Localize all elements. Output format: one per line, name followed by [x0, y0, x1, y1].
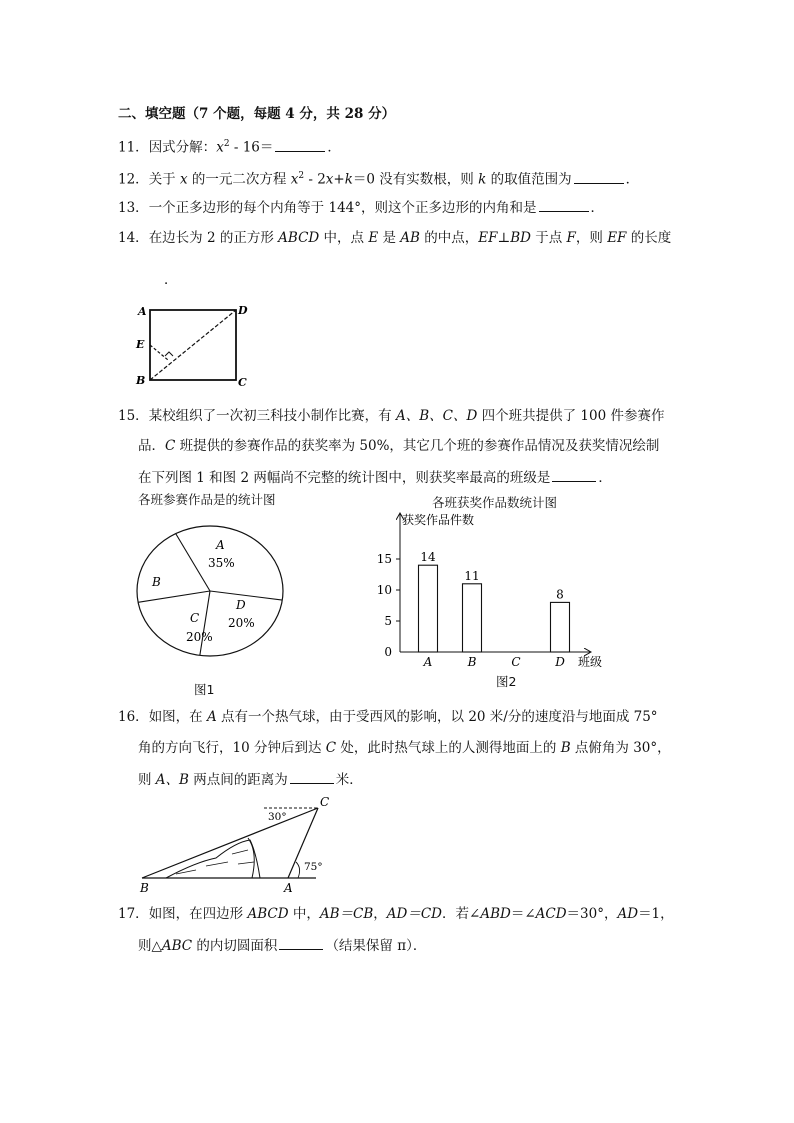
q13-text: 一个正多边形的每个内角等于 144°，则这个正多边形的内角和是: [148, 200, 537, 216]
label-a: A: [284, 881, 293, 895]
q17-number: 17．: [118, 906, 149, 922]
q16-c: C: [325, 740, 337, 756]
bar-value-d: 8: [556, 587, 564, 602]
label-c: C: [238, 376, 247, 389]
pie-label-a: A: [216, 538, 225, 552]
q13-number: 13．: [118, 200, 149, 216]
pie-divider-d: [138, 591, 210, 602]
bar-b: [463, 584, 482, 652]
q16-text-2a: 角的方向飞行，10 分钟后到达: [138, 740, 326, 756]
q16-ab: A、B: [155, 772, 189, 788]
q16-text-2c: 点俯角为 30°，: [570, 740, 671, 756]
angle-arc-b: [248, 838, 254, 878]
q15-number: 15．: [118, 408, 149, 424]
q14-bd: BD: [510, 230, 531, 246]
label-a: A: [138, 305, 147, 318]
q12-var-x2: x: [290, 171, 299, 188]
q16-text-b: 点有一个热气球，由于受西风的影响，以 20 米/分的速度沿与地面成 75°: [216, 709, 658, 725]
q15-c: C: [165, 438, 176, 454]
y-tick-label-10: 10: [376, 583, 392, 597]
q17-text-e: ＝∠: [510, 906, 536, 922]
label-e: E: [136, 338, 145, 351]
q14-e: E: [368, 230, 379, 246]
line-bc: [142, 808, 318, 878]
hill-outline: [166, 840, 260, 878]
pie-chart: [134, 525, 294, 665]
diagonal-bd: [150, 310, 236, 380]
q17-ad: AD: [617, 906, 639, 922]
q11-number: 11．: [118, 139, 149, 156]
q15-text-1b: 四个班共提供了 100 件参赛作: [477, 408, 665, 424]
pie-label-c: C: [190, 611, 200, 625]
question-11: [118, 134, 341, 158]
angle-arc-75: [296, 862, 300, 878]
q17-text-c: ，: [373, 906, 387, 922]
q14-abcd: ABCD: [278, 230, 320, 246]
q11-answer-blank[interactable]: [275, 137, 325, 152]
q12-text-a: 关于: [148, 171, 180, 188]
q11-text: 因式分解：: [148, 139, 217, 156]
q17-abcd: ABCD: [247, 906, 289, 922]
q11-rest: - 16＝: [229, 139, 274, 156]
question-15-line1: [118, 406, 664, 426]
q15-teams: A、B、C、D: [395, 408, 478, 424]
pie-divider-b: [210, 591, 282, 600]
label-b: B: [140, 881, 149, 895]
question-15-line3: [138, 467, 612, 488]
pie-label-d: D: [236, 598, 246, 612]
q13-answer-blank[interactable]: [539, 197, 589, 212]
x-tick-label-c: C: [511, 655, 521, 669]
q12-var-x: x: [179, 171, 188, 188]
q12-answer-blank[interactable]: [574, 169, 624, 184]
q14-number: 14．: [118, 230, 149, 246]
q17-abc: ABC: [161, 938, 193, 954]
fig1-title: 各班参赛作品是的统计图: [138, 492, 276, 507]
q12-end: ．: [625, 171, 640, 188]
q11-var: x: [216, 139, 224, 156]
bar-chart: [368, 508, 618, 678]
q15-text-2b: 班提供的参赛作品的获奖率为 50%，其它几个班的参赛作品情况及获奖情况绘制: [175, 438, 660, 454]
q16-text-3b: 两点间的距离为: [188, 772, 288, 788]
question-17-line2: [138, 935, 426, 956]
pie-pct-a: 35%: [208, 556, 235, 570]
section-title: 二、填空题（7 个题，每题 4 分，共 28 分）: [118, 106, 396, 122]
q17-text-2c: （结果保留 π）．: [325, 938, 427, 954]
q16-a: A: [206, 709, 217, 725]
q16-b: B: [560, 740, 571, 756]
q14-f: F: [566, 230, 576, 246]
q12-text-e: ＝0 没有实数根，则: [352, 171, 479, 188]
q17-text-f: ＝30°，: [566, 906, 618, 922]
q15-text-2a: 品．: [138, 438, 165, 454]
label-c: C: [320, 795, 330, 809]
q14-ef: EF: [478, 230, 498, 246]
q16-number: 16．: [118, 709, 149, 725]
question-16-line1: [118, 707, 658, 727]
bar-a: [419, 565, 438, 652]
q14-end: ．: [164, 272, 178, 288]
q12-sup: 2: [298, 171, 305, 181]
q17-eq1: AB＝CB: [319, 906, 374, 922]
question-12: [118, 166, 639, 190]
fig2-title: 各班获奖作品数统计图: [432, 495, 558, 510]
q16-text-2b: 处，此时热气球上的人测得地面上的: [336, 740, 561, 756]
right-angle-mark: [165, 352, 173, 356]
q12-number: 12．: [118, 171, 149, 188]
question-16-line2: [138, 738, 671, 758]
q11-end: ．: [327, 139, 341, 156]
q14-text-h: 的长度: [626, 230, 672, 246]
q16-text-a: 如图，在: [148, 709, 207, 725]
pie-divider-a: [176, 534, 210, 591]
question-15-line2: [138, 436, 659, 456]
q17-answer-blank[interactable]: [279, 935, 323, 950]
q16-answer-blank[interactable]: [290, 769, 334, 784]
q16-text-3a: 则: [138, 772, 156, 788]
q16-text-3c: 米．: [335, 772, 363, 788]
pie-pct-d: 20%: [228, 616, 255, 630]
q17-text-b: 中，: [288, 906, 320, 922]
pie-label-b: B: [152, 575, 161, 589]
q14-text-g: ，则: [575, 230, 608, 246]
fig1-caption: 图1: [194, 682, 215, 697]
bar-ylabel: 获奖作品件数: [402, 513, 475, 527]
y-tick-label-5: 5: [384, 614, 392, 628]
bar-d: [551, 602, 570, 652]
q14-text-d: 的中点，: [419, 230, 479, 246]
y-tick-label-15: 15: [376, 552, 392, 566]
q14-line2: [160, 270, 178, 290]
q17-text-g: ＝1，: [638, 906, 674, 922]
q17-text-2b: 的内切圆面积: [192, 938, 278, 954]
q17-text-2a: 则△: [138, 938, 162, 954]
q14-perp: ⊥: [497, 230, 511, 246]
q14-figure: [130, 298, 260, 390]
bar-xlabel: 班级: [578, 655, 603, 669]
q12-text-d: +: [333, 171, 345, 188]
fig2-caption: 图2: [496, 674, 517, 689]
x-tick-label-d: D: [555, 655, 565, 669]
q17-acd: ACD: [535, 906, 567, 922]
q12-var-x3: x: [325, 171, 334, 188]
hill-hatch: [176, 850, 254, 874]
q14-ab: AB: [400, 230, 420, 246]
pie-divider-c: [200, 591, 210, 655]
angle-75: 75°: [304, 861, 323, 873]
q15-end: ．: [598, 470, 612, 486]
q12-var-k: k: [344, 171, 353, 188]
q13-end: ．: [590, 200, 604, 216]
angle-30: 30°: [268, 811, 287, 823]
q11-sup: 2: [223, 139, 230, 149]
label-b: B: [136, 374, 146, 387]
question-13: [118, 197, 604, 218]
q12-text-c: - 2: [304, 171, 326, 188]
q14-text-b: 中，点: [319, 230, 369, 246]
q16-figure: [136, 792, 336, 896]
q15-text-1a: 某校组织了一次初三科技小制作比赛，有: [148, 408, 396, 424]
q17-text-a: 如图，在四边形: [148, 906, 248, 922]
x-tick-label-b: B: [467, 655, 477, 669]
q14-text-c: 是: [378, 230, 401, 246]
q15-text-3: 在下列图 1 和图 2 两幅尚不完整的统计图中，则获奖率最高的班级是: [138, 470, 551, 486]
q12-text-b: 的一元二次方程: [187, 171, 291, 188]
q17-text-d: ．若∠: [442, 906, 481, 922]
q14-ef2: EF: [607, 230, 627, 246]
y-tick-label-0: 0: [384, 645, 392, 659]
question-16-line3: [138, 769, 363, 790]
bar-value-b: 11: [464, 568, 480, 583]
q14-text-f: 于点: [530, 230, 567, 246]
q17-eq2: AD＝CD: [386, 906, 443, 922]
pie-pct-c: 20%: [186, 630, 213, 644]
q15-answer-blank[interactable]: [552, 467, 596, 482]
q17-abd: ABD: [480, 906, 511, 922]
q12-var-k2: k: [478, 171, 487, 188]
bar-value-a: 14: [420, 550, 436, 565]
question-17-line1: [118, 904, 674, 924]
question-14: [118, 228, 671, 248]
segment-ef: [150, 345, 168, 360]
x-tick-label-a: A: [423, 655, 433, 669]
q12-text-f: 的取值范围为: [486, 171, 572, 188]
label-d: D: [238, 304, 248, 317]
q14-text-a: 在边长为 2 的正方形: [148, 230, 279, 246]
